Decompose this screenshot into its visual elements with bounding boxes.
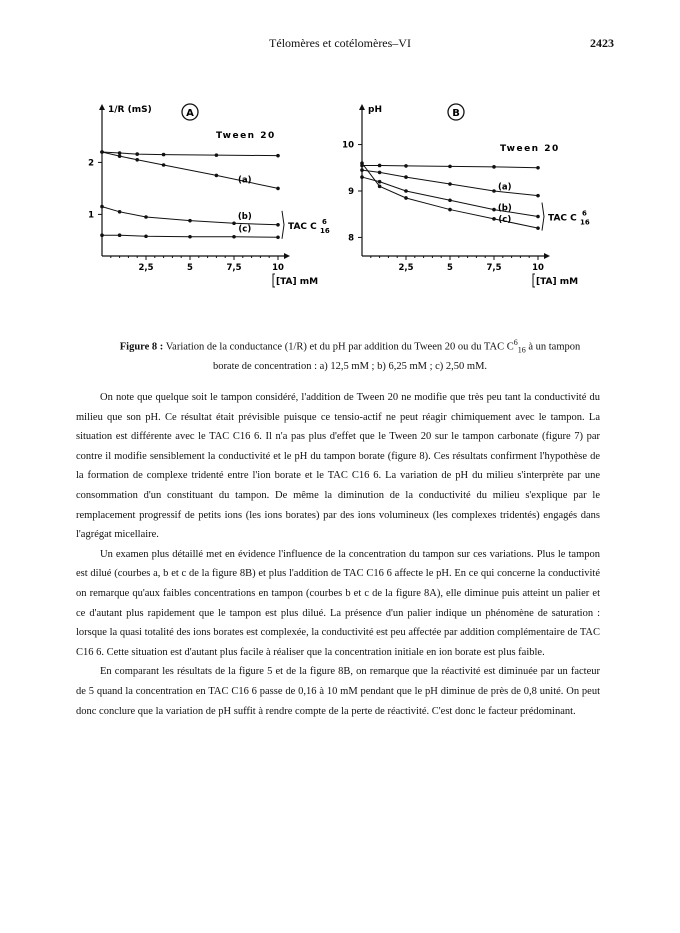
x-tick-label: 5 (447, 263, 453, 273)
data-point (232, 235, 236, 239)
x-tick-label: 10 (532, 263, 544, 273)
data-point (378, 164, 382, 168)
panel-label: A (186, 108, 194, 119)
chart-panel-a (78, 96, 338, 296)
data-point (378, 171, 382, 175)
group-label: TAC C (288, 221, 317, 232)
data-point (135, 158, 139, 162)
data-point (162, 163, 166, 167)
data-point (215, 153, 219, 157)
data-point (404, 175, 408, 179)
series-line (102, 152, 278, 156)
data-point (118, 210, 122, 214)
group-label: TAC C (548, 213, 577, 224)
data-point (378, 185, 382, 189)
x-tick-label: 7,5 (486, 263, 502, 273)
x-tick-label: 7,5 (226, 263, 242, 273)
data-point (448, 198, 452, 202)
paragraph: En comparant les résultats de la figure 5 et de la figure 8B, on remarque que la réactivité est diminuée par un facteur de 5 quand la concentration en TAC C16 6 passe de 0,16 à 10 mM pendant que le pH diminue de près de 0,8 unité. On peut donc conclure que la variation de pH suffit à rendre compte de la perte de réactivité. C'est donc le facteur prédominant. (76, 666, 600, 717)
x-axis-label: [TA] mM (276, 277, 319, 287)
data-point (144, 234, 148, 238)
series-label: (a) (498, 182, 512, 193)
y-axis-arrow (99, 104, 105, 110)
x-tick-label: 2,5 (398, 263, 414, 273)
group-label-sup: 6 (582, 209, 587, 218)
series-label: (b) (497, 203, 512, 214)
series-label: Tween 20 (216, 131, 276, 141)
y-tick-label: 1 (88, 210, 94, 221)
data-point (232, 221, 236, 225)
paragraph: On note que quelque soit le tampon considéré, l'addition de Tween 20 ne modifie que très peu tant la conductivité du milieu que son pH. Ce résultat était prévisible puisque ce tensio-actif ne peut réagir chimiquement avec le tampon. La situation est différente avec le TAC C16 6. Il n'a pas plus d'effet que le Tween 20 sur le tampon carbonate (figure 7) par contre il modifie sensiblement la conductivité et le pH du tampon borate (figure 8). Ces résultats confirment l'hypothèse de la formation de complexe tridenté entre l'ion borate et le TAC C16 6. La variation de pH du milieu s'interprète par une consommation d'un constituant du tampon. De même la diminution de la conductivité du milieu s'explique par le remplacement progressif de petits ions (les ions borates) par des ions volumineux (les complexes tridentés) engagés dans l'agrégat micellaire. (76, 392, 600, 541)
y-tick-label: 10 (342, 140, 354, 151)
y-tick-label: 2 (88, 158, 94, 169)
data-point (360, 161, 364, 165)
data-point (276, 187, 280, 191)
data-point (188, 235, 192, 239)
data-point (404, 164, 408, 168)
data-point (276, 223, 280, 227)
data-point (536, 226, 540, 230)
data-point (492, 208, 496, 212)
group-label-sup: 6 (322, 217, 327, 226)
data-point (118, 151, 122, 155)
data-point (276, 154, 280, 158)
caption-sup: 6 (513, 338, 518, 347)
data-point (360, 175, 364, 179)
caption-sub: 16 (517, 345, 526, 355)
running-header: Télomères et cotélomères–VI (269, 36, 411, 50)
series-label: (c) (498, 215, 512, 226)
paragraph: Un examen plus détaillé met en évidence l'influence de la concentration du tampon sur ces variations. Plus le tampon est dilué (courbes a, b et c de la figure 8B) et plus l'addition de TAC C16 6 affecte le pH. En ce qui concerne la conductivité on remarque qu'aux faibles concentrations en tampon (courbes b et c de la figure 8A), elle diminue puis atteint un palier et ce d'autant plus rapidement que le tampon est plus dilué. La présence d'un palier indique un phénomène de saturation : lorsque la quasi totalité des ions borates est complexée, la conductivité est peu affectée par addition complémentaire de TAC C16 6. Cette situation est d'autant plus facile à réaliser que la concentration initiale en ion borate est plus faible. (76, 548, 600, 658)
data-point (448, 208, 452, 212)
data-point (118, 154, 122, 158)
x-axis-label-bracket (273, 274, 275, 287)
series-label: (a) (238, 175, 252, 186)
data-point (188, 219, 192, 223)
data-point (404, 189, 408, 193)
x-tick-label: 10 (272, 263, 284, 273)
data-point (536, 215, 540, 219)
group-brace (542, 203, 544, 231)
data-point (492, 165, 496, 169)
data-point (492, 189, 496, 193)
data-point (448, 165, 452, 169)
series-label: Tween 20 (500, 144, 560, 154)
data-point (135, 152, 139, 156)
chart-panel-b (338, 96, 598, 296)
panel-label: B (452, 108, 460, 119)
data-point (144, 215, 148, 219)
x-tick-label: 5 (187, 263, 193, 273)
figure-caption (80, 335, 620, 375)
data-point (360, 168, 364, 172)
group-label-sub: 16 (580, 218, 590, 227)
page-number: 2423 (590, 36, 614, 50)
data-point (492, 217, 496, 221)
data-point (100, 205, 104, 209)
data-point (100, 233, 104, 237)
series-label: (c) (238, 224, 252, 235)
x-tick-label: 2,5 (138, 263, 154, 273)
y-axis-label: pH (368, 105, 382, 115)
group-brace (282, 211, 284, 239)
data-point (118, 233, 122, 237)
data-point (162, 153, 166, 157)
x-axis-label-bracket (533, 274, 535, 287)
x-axis-label: [TA] mM (536, 277, 579, 287)
data-point (378, 180, 382, 184)
data-point (536, 166, 540, 170)
series-line (362, 163, 538, 228)
series-line (102, 152, 278, 188)
caption-line-1: Variation de la conductance (1/R) et du pH par addition du Tween 20 ou du TAC C (165, 341, 514, 353)
y-axis-arrow (359, 104, 365, 110)
y-tick-label: 8 (348, 233, 354, 244)
series-label: (b) (237, 211, 252, 222)
caption-line-2: borate de concentration : a) 12,5 mM ; b) 6,25 mM ; c) 2,50 mM. (212, 360, 488, 372)
data-point (215, 174, 219, 178)
data-point (448, 182, 452, 186)
data-point (100, 150, 104, 154)
y-tick-label: 9 (348, 187, 354, 197)
caption-label: Figure 8 : (119, 341, 164, 353)
data-point (276, 235, 280, 239)
data-point (404, 196, 408, 200)
body-text (76, 388, 600, 721)
group-label-sub: 16 (320, 226, 330, 235)
data-point (536, 194, 540, 198)
x-axis-arrow (544, 253, 550, 259)
x-axis-arrow (284, 253, 290, 259)
caption-line-1-end: à un tampon (525, 341, 581, 353)
y-axis-label: 1/R (mS) (108, 105, 152, 115)
